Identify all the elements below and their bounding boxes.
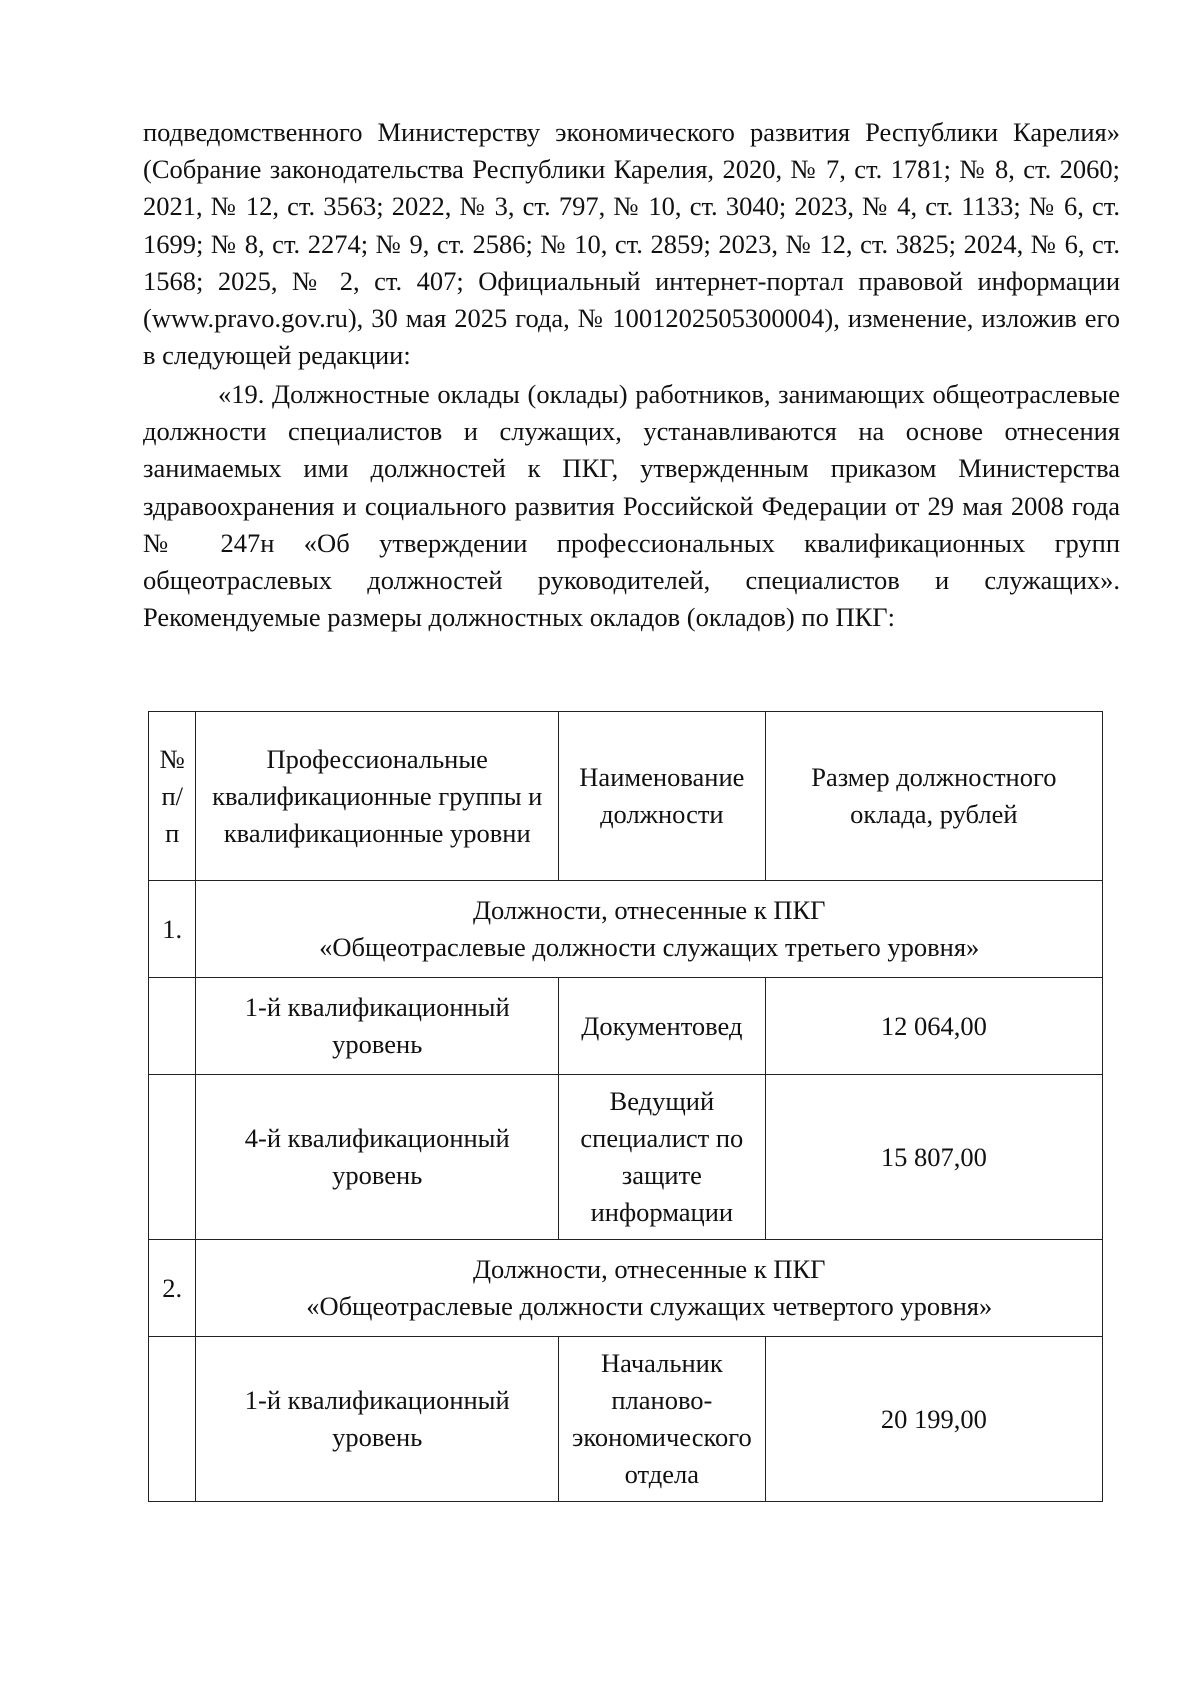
row-salary: 20 199,00 bbox=[765, 1337, 1102, 1502]
section-title bbox=[196, 881, 1103, 978]
section-title-line1: Должности, отнесенные к ПКГ bbox=[472, 1254, 826, 1284]
section-title bbox=[196, 1240, 1103, 1337]
section-row bbox=[149, 881, 1103, 978]
table-row bbox=[149, 978, 1103, 1075]
row-position: Начальник планово-экономического отдела bbox=[559, 1337, 766, 1502]
paragraph-item-19: «19. Должностные оклады (оклады) работников, занимающих общеотраслевые должности специалистов и служащих, устанавливаются на основе отнесения занимаемых ими должностей к ПКГ, утвержденным приказом Министерства здравоохранения и социального развития Российской Федерации от 29 мая 2008 года № 247н «Об утверждении профессиональных квалификационных групп общеотраслевых должностей руководителей, специалистов и служащих». Рекомендуемые размеры должностных окладов (окладов) по ПКГ: bbox=[143, 379, 1120, 633]
row-salary: 15 807,00 bbox=[765, 1075, 1102, 1240]
table-row bbox=[149, 1337, 1103, 1502]
salary-table bbox=[148, 711, 1103, 1502]
section-title-line1: Должности, отнесенные к ПКГ bbox=[472, 895, 826, 925]
row-position: Документовед bbox=[559, 978, 766, 1075]
row-num-empty bbox=[149, 978, 196, 1075]
row-level: 1-й квалификационный уровень bbox=[196, 978, 559, 1075]
section-row bbox=[149, 1240, 1103, 1337]
section-num: 2. bbox=[149, 1240, 196, 1337]
table-row bbox=[149, 1075, 1103, 1240]
row-salary: 12 064,00 bbox=[765, 978, 1102, 1075]
header-salary: Размер должностного оклада, рублей bbox=[765, 712, 1102, 881]
table-header-row bbox=[149, 712, 1103, 881]
header-position: Наименование должности bbox=[559, 712, 766, 881]
header-num: № п/п bbox=[149, 712, 196, 881]
row-num-empty bbox=[149, 1075, 196, 1240]
row-level: 4-й квалификационный уровень bbox=[196, 1075, 559, 1240]
row-position: Ведущий специалист по защите информации bbox=[559, 1075, 766, 1240]
section-num: 1. bbox=[149, 881, 196, 978]
header-group: Профессиональные квалификационные группы и квалификационные уровни bbox=[196, 712, 559, 881]
paragraph-continuation: подведомственного Министерству экономического развития Республики Карелия» (Собрание законодательства Республики Карелия, 2020, № 7, ст. 1781; № 8, ст. 2060; 2021, № 12, ст. 3563; 2022, № 3, ст. 797, № 10, ст. 3040; 2023, № 4, ст. 1133; № 6, ст. 1699; № 8, ст. 2274; № 9, ст. 2586; № 10, ст. 2859; 2023, № 12, ст. 3825; 2024, № 6, ст. 1568; 2025, № 2, ст. 407; Официальный интернет-портал правовой информации (www.pravo.gov.ru), 30 мая 2025 года, № 1001202505300004), изменение, изложив его в следующей редакции: bbox=[143, 117, 1120, 371]
section-title-line2: «Общеотраслевые должности служащих третьего уровня» bbox=[319, 932, 980, 962]
row-level: 1-й квалификационный уровень bbox=[196, 1337, 559, 1502]
row-num-empty bbox=[149, 1337, 196, 1502]
section-title-line2: «Общеотраслевые должности служащих четвертого уровня» bbox=[306, 1291, 993, 1321]
